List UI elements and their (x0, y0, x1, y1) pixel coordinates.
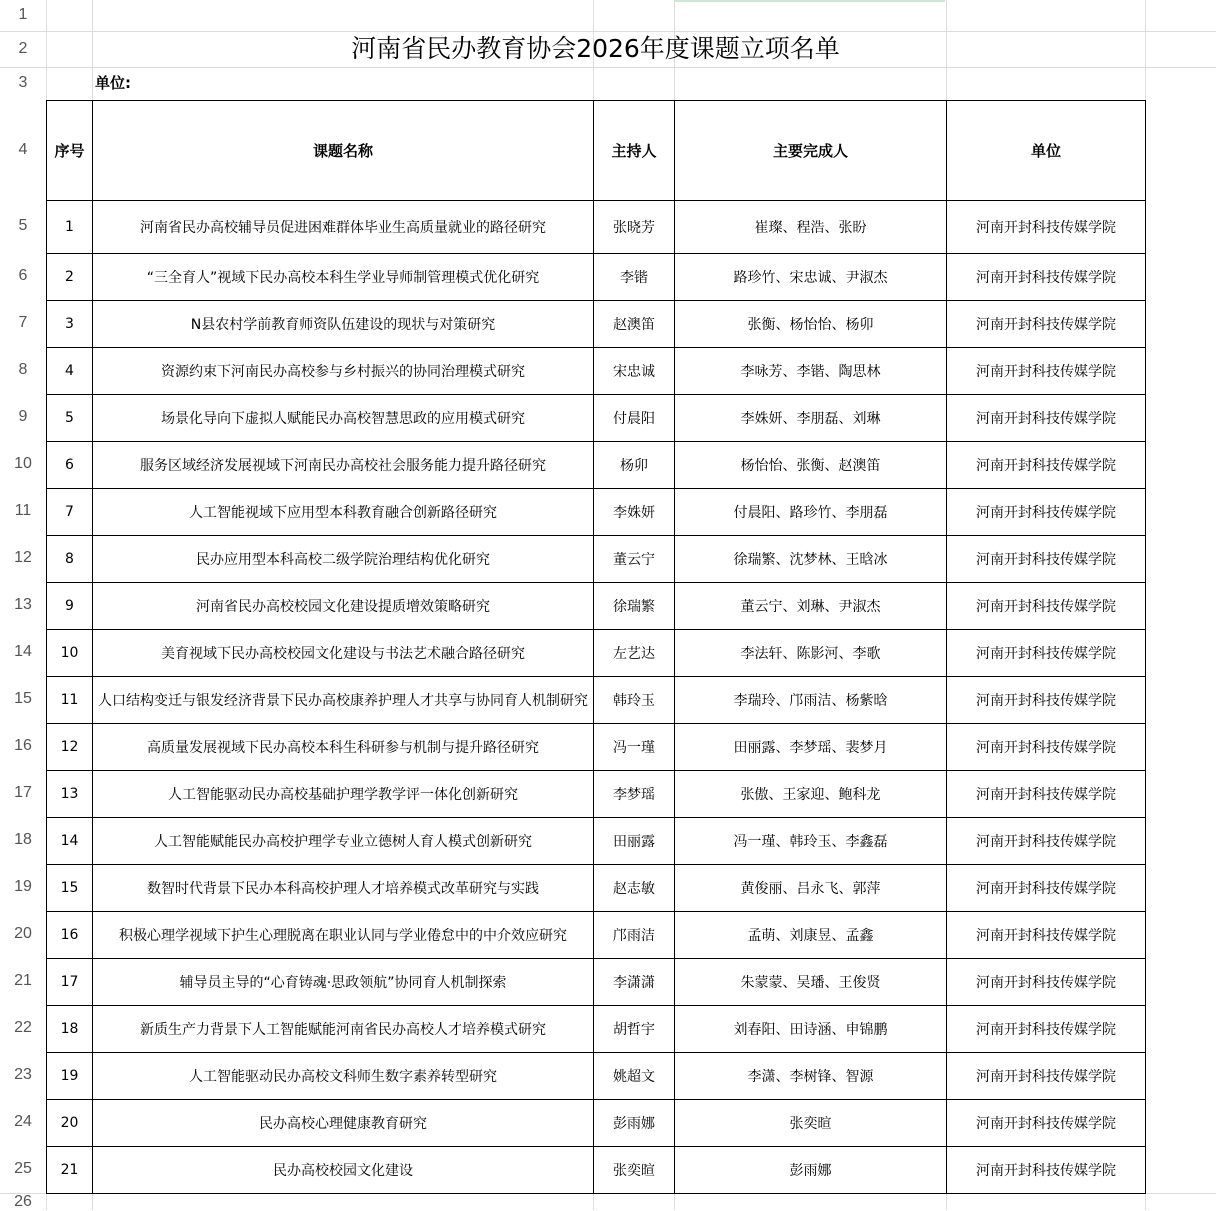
cell-project-name[interactable]: 人工智能驱动民办高校基础护理学教学评一体化创新研究 (93, 771, 594, 818)
cell-index[interactable]: 4 (47, 348, 93, 395)
row-number[interactable]: 10 (14, 455, 32, 472)
cell-members[interactable]: 付晨阳、路珍竹、李朋磊 (675, 489, 947, 536)
table-row (47, 201, 1146, 254)
cell-unit[interactable]: 河南开封科技传媒学院 (947, 912, 1146, 959)
cell-index[interactable]: 20 (47, 1100, 93, 1147)
row-number[interactable]: 2 (18, 40, 28, 57)
cell-unit[interactable]: 河南开封科技传媒学院 (947, 1053, 1146, 1100)
row-number[interactable]: 7 (18, 314, 28, 331)
gridline (0, 67, 1216, 68)
cell-members[interactable]: 崔璨、程浩、张盼 (675, 201, 947, 254)
cell-members[interactable]: 张衡、杨怡怡、杨卯 (675, 301, 947, 348)
cell-host[interactable]: 冯一瑾 (594, 724, 675, 771)
cell-members[interactable]: 董云宁、刘琳、尹淑杰 (675, 583, 947, 630)
cell-project-name[interactable]: 人口结构变迁与银发经济背景下民办高校康养护理人才共享与协同育人机制研究 (93, 677, 594, 724)
cell-project-name[interactable]: 高质量发展视域下民办高校本科生科研参与机制与提升路径研究 (93, 724, 594, 771)
row-number[interactable]: 13 (14, 596, 32, 613)
cell-index[interactable]: 17 (47, 959, 93, 1006)
cell-unit[interactable]: 河南开封科技传媒学院 (947, 1147, 1146, 1194)
row-number[interactable]: 5 (18, 217, 28, 234)
cell-host[interactable]: 徐瑞繁 (594, 583, 675, 630)
row-number[interactable]: 1 (18, 6, 28, 23)
cell-unit[interactable]: 河南开封科技传媒学院 (947, 818, 1146, 865)
row-number[interactable]: 15 (14, 690, 32, 707)
row-number[interactable]: 19 (14, 878, 32, 895)
cell-members[interactable]: 路珍竹、宋忠诚、尹淑杰 (675, 254, 947, 301)
cell-members[interactable]: 杨怡怡、张衡、赵澳笛 (675, 442, 947, 489)
cell-project-name[interactable]: 民办应用型本科高校二级学院治理结构优化研究 (93, 536, 594, 583)
row-number[interactable]: 17 (14, 784, 32, 801)
table-row (47, 1006, 1146, 1053)
cell-members[interactable]: 李姝妍、李朋磊、刘琳 (675, 395, 947, 442)
table-row (47, 865, 1146, 912)
header-project-name[interactable]: 课题名称 (93, 101, 594, 201)
cell-members[interactable]: 孟萌、刘康昱、孟鑫 (675, 912, 947, 959)
selection-highlight (675, 0, 945, 2)
cell-members[interactable]: 徐瑞繁、沈梦林、王晗冰 (675, 536, 947, 583)
cell-project-name[interactable]: 服务区域经济发展视域下河南民办高校社会服务能力提升路径研究 (93, 442, 594, 489)
row-number[interactable]: 20 (14, 925, 32, 942)
cell-project-name[interactable]: 河南省民办高校校园文化建设提质增效策略研究 (93, 583, 594, 630)
cell-members[interactable]: 刘春阳、田诗涵、申锦鹏 (675, 1006, 947, 1053)
cell-unit[interactable]: 河南开封科技传媒学院 (947, 630, 1146, 677)
table-row (47, 583, 1146, 630)
row-number[interactable]: 24 (14, 1113, 32, 1130)
cell-host[interactable]: 彭雨娜 (594, 1100, 675, 1147)
cell-project-name[interactable]: 人工智能赋能民办高校护理学专业立德树人育人模式创新研究 (93, 818, 594, 865)
cell-project-name[interactable]: 民办高校心理健康教育研究 (93, 1100, 594, 1147)
table-row (47, 959, 1146, 1006)
cell-index[interactable]: 14 (47, 818, 93, 865)
cell-index[interactable]: 6 (47, 442, 93, 489)
row-number[interactable]: 16 (14, 737, 32, 754)
cell-index[interactable]: 1 (47, 201, 93, 254)
cell-host[interactable]: 胡哲宇 (594, 1006, 675, 1053)
cell-project-name[interactable]: 新质生产力背景下人工智能赋能河南省民办高校人才培养模式研究 (93, 1006, 594, 1053)
cell-unit[interactable]: 河南开封科技传媒学院 (947, 724, 1146, 771)
header-unit[interactable]: 单位 (947, 101, 1146, 201)
cell-index[interactable]: 11 (47, 677, 93, 724)
cell-index[interactable]: 12 (47, 724, 93, 771)
cell-project-name[interactable]: N县农村学前教育师资队伍建设的现状与对策研究 (93, 301, 594, 348)
cell-unit[interactable]: 河南开封科技传媒学院 (947, 865, 1146, 912)
table-row (47, 348, 1146, 395)
row-number[interactable]: 11 (14, 502, 32, 519)
table-row (47, 771, 1146, 818)
cell-index[interactable]: 18 (47, 1006, 93, 1053)
table-row (47, 254, 1146, 301)
cell-host[interactable]: 赵志敏 (594, 865, 675, 912)
cell-project-name[interactable]: 河南省民办高校辅导员促进困难群体毕业生高质量就业的路径研究 (93, 201, 594, 254)
cell-members[interactable]: 张傲、王家迎、鲍科龙 (675, 771, 947, 818)
row-number[interactable]: 25 (14, 1160, 32, 1177)
table-row (47, 912, 1146, 959)
cell-host[interactable]: 宋忠诚 (594, 348, 675, 395)
cell-host[interactable]: 董云宁 (594, 536, 675, 583)
row-header-column (0, 0, 46, 1210)
cell-unit[interactable]: 河南开封科技传媒学院 (947, 489, 1146, 536)
row-number[interactable]: 26 (14, 1193, 32, 1210)
cell-project-name[interactable]: 民办高校校园文化建设 (93, 1147, 594, 1194)
cell-host[interactable]: 李梦瑶 (594, 771, 675, 818)
cell-index[interactable]: 21 (47, 1147, 93, 1194)
cell-members[interactable]: 冯一瑾、韩玲玉、李鑫磊 (675, 818, 947, 865)
cell-project-name[interactable]: 积极心理学视域下护生心理脱离在职业认同与学业倦怠中的中介效应研究 (93, 912, 594, 959)
table-row (47, 1100, 1146, 1147)
cell-project-name[interactable]: 人工智能视域下应用型本科教育融合创新路径研究 (93, 489, 594, 536)
cell-unit[interactable]: 河南开封科技传媒学院 (947, 771, 1146, 818)
cell-unit[interactable]: 河南开封科技传媒学院 (947, 959, 1146, 1006)
cell-index[interactable]: 9 (47, 583, 93, 630)
cell-index[interactable]: 16 (47, 912, 93, 959)
cell-project-name[interactable]: 辅导员主导的“心育铸魂·思政领航”协同育人机制探索 (93, 959, 594, 1006)
table-row (47, 442, 1146, 489)
cell-host[interactable]: 杨卯 (594, 442, 675, 489)
table-row (47, 818, 1146, 865)
cell-members[interactable]: 李潇、李树锋、智源 (675, 1053, 947, 1100)
cell-unit[interactable]: 河南开封科技传媒学院 (947, 348, 1146, 395)
cell-index[interactable]: 19 (47, 1053, 93, 1100)
row-number[interactable]: 9 (18, 408, 28, 425)
cell-members[interactable]: 黄俊丽、吕永飞、郭萍 (675, 865, 947, 912)
row-number[interactable]: 22 (14, 1019, 32, 1036)
cell-host[interactable]: 李锴 (594, 254, 675, 301)
cell-unit[interactable]: 河南开封科技传媒学院 (947, 1006, 1146, 1053)
cell-unit[interactable]: 河南开封科技传媒学院 (947, 301, 1146, 348)
cell-index[interactable]: 7 (47, 489, 93, 536)
header-host[interactable]: 主持人 (594, 101, 675, 201)
cell-index[interactable]: 5 (47, 395, 93, 442)
cell-host[interactable]: 邝雨洁 (594, 912, 675, 959)
cell-members[interactable]: 李咏芳、李锴、陶思林 (675, 348, 947, 395)
cell-host[interactable]: 田丽露 (594, 818, 675, 865)
row-number[interactable]: 8 (18, 361, 28, 378)
table-row (47, 301, 1146, 348)
row-number[interactable]: 14 (14, 643, 32, 660)
sheet-title[interactable]: 河南省民办教育协会2026年度课题立项名单 (351, 34, 840, 63)
cell-host[interactable]: 赵澳笛 (594, 301, 675, 348)
cell-unit[interactable]: 河南开封科技传媒学院 (947, 677, 1146, 724)
cell-index[interactable]: 8 (47, 536, 93, 583)
cell-project-name[interactable]: 美育视域下民办高校校园文化建设与书法艺术融合路径研究 (93, 630, 594, 677)
cell-members[interactable]: 张奕暄 (675, 1100, 947, 1147)
cell-unit[interactable]: 河南开封科技传媒学院 (947, 536, 1146, 583)
row-number[interactable]: 23 (14, 1066, 32, 1083)
table-row (47, 536, 1146, 583)
cell-project-name[interactable]: 数智时代背景下民办本科高校护理人才培养模式改革研究与实践 (93, 865, 594, 912)
cell-host[interactable]: 付晨阳 (594, 395, 675, 442)
row-number[interactable]: 21 (14, 972, 32, 989)
cell-host[interactable]: 李潇潇 (594, 959, 675, 1006)
cell-project-name[interactable]: 资源约束下河南民办高校参与乡村振兴的协同治理模式研究 (93, 348, 594, 395)
row-number[interactable]: 12 (14, 549, 32, 566)
cell-unit[interactable]: 河南开封科技传媒学院 (947, 201, 1146, 254)
cell-project-name[interactable]: 场景化导向下虚拟人赋能民办高校智慧思政的应用模式研究 (93, 395, 594, 442)
cell-index[interactable]: 3 (47, 301, 93, 348)
table-row (47, 724, 1146, 771)
cell-members[interactable]: 彭雨娜 (675, 1147, 947, 1194)
row-number[interactable]: 3 (18, 74, 28, 91)
cell-members[interactable]: 田丽露、李梦瑶、裴梦月 (675, 724, 947, 771)
row-number[interactable]: 18 (14, 831, 32, 848)
cell-index[interactable]: 2 (47, 254, 93, 301)
cell-project-name[interactable]: 人工智能驱动民办高校文科师生数字素养转型研究 (93, 1053, 594, 1100)
cell-host[interactable]: 张奕暄 (594, 1147, 675, 1194)
cell-host[interactable]: 韩玲玉 (594, 677, 675, 724)
cell-unit[interactable]: 河南开封科技传媒学院 (947, 583, 1146, 630)
table-row (47, 1053, 1146, 1100)
table-row (47, 677, 1146, 724)
table-row (47, 395, 1146, 442)
cell-index[interactable]: 10 (47, 630, 93, 677)
table-row (47, 489, 1146, 536)
table-header-row (47, 101, 1146, 201)
unit-label[interactable]: 单位: (95, 74, 131, 92)
cell-index[interactable]: 13 (47, 771, 93, 818)
project-table (46, 100, 1146, 1194)
cell-host[interactable]: 张晓芳 (594, 201, 675, 254)
cell-host[interactable]: 左艺达 (594, 630, 675, 677)
cell-unit[interactable]: 河南开封科技传媒学院 (947, 254, 1146, 301)
cell-members[interactable]: 李法轩、陈影河、李歌 (675, 630, 947, 677)
cell-unit[interactable]: 河南开封科技传媒学院 (947, 395, 1146, 442)
header-members[interactable]: 主要完成人 (675, 101, 947, 201)
cell-unit[interactable]: 河南开封科技传媒学院 (947, 1100, 1146, 1147)
cell-members[interactable]: 李瑞玲、邝雨洁、杨紫晗 (675, 677, 947, 724)
table-row (47, 630, 1146, 677)
table-row (47, 1147, 1146, 1194)
cell-unit[interactable]: 河南开封科技传媒学院 (947, 442, 1146, 489)
cell-project-name[interactable]: “三全育人”视域下民办高校本科生学业导师制管理模式优化研究 (93, 254, 594, 301)
cell-members[interactable]: 朱蒙蒙、吴璠、王俊贤 (675, 959, 947, 1006)
cell-index[interactable]: 15 (47, 865, 93, 912)
cell-host[interactable]: 李姝妍 (594, 489, 675, 536)
row-number[interactable]: 4 (18, 141, 28, 158)
cell-host[interactable]: 姚超文 (594, 1053, 675, 1100)
row-number[interactable]: 6 (18, 267, 28, 284)
header-index[interactable]: 序号 (47, 101, 93, 201)
